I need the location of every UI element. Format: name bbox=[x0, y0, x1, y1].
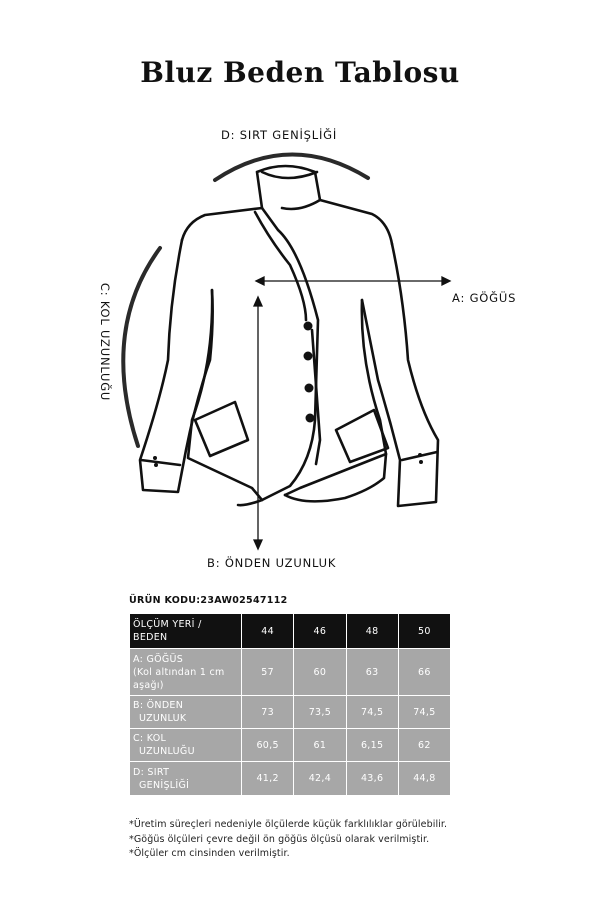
size-header: 46 bbox=[294, 614, 346, 649]
header-measurement-cell bbox=[130, 614, 242, 649]
table-cell: 60 bbox=[294, 649, 346, 696]
back-width-label: D: SIRT GENİŞLİĞİ bbox=[221, 128, 338, 142]
jacket-outline bbox=[140, 166, 438, 506]
button bbox=[305, 384, 314, 393]
table-row bbox=[130, 649, 451, 696]
sleeve-length-label: C: KOL UZUNLUĞU bbox=[98, 282, 112, 402]
size-header: 50 bbox=[398, 614, 450, 649]
chest-label: A: GÖĞÜS bbox=[452, 291, 517, 305]
footnote: *Ölçüler cm cinsinden verilmiştir. bbox=[129, 848, 290, 859]
row-label-line: B: ÖNDEN bbox=[133, 700, 184, 711]
row-label-line: C: KOL bbox=[133, 733, 167, 744]
size-header: 48 bbox=[346, 614, 398, 649]
header-line: BEDEN bbox=[133, 632, 168, 643]
footnotes bbox=[129, 818, 447, 862]
table-cell: 63 bbox=[346, 649, 398, 696]
table-cell: 62 bbox=[398, 729, 450, 762]
button bbox=[304, 352, 313, 361]
table-cell: 44,8 bbox=[398, 762, 450, 796]
size-table bbox=[129, 613, 451, 796]
table-row bbox=[130, 696, 451, 729]
table-cell: 61 bbox=[294, 729, 346, 762]
table-cell: 57 bbox=[242, 649, 294, 696]
row-label-line: D: SIRT bbox=[133, 766, 170, 778]
row-label-line: UZUNLUĞU bbox=[139, 746, 195, 757]
front-length-arrow bbox=[254, 297, 262, 549]
row-label-line: (Kol altından 1 cm bbox=[133, 666, 225, 678]
row-label-line: UZUNLUK bbox=[139, 713, 187, 724]
table-cell: 60,5 bbox=[242, 729, 294, 762]
table-cell: 74,5 bbox=[398, 696, 450, 729]
table-cell: 74,5 bbox=[346, 696, 398, 729]
table-cell: 6,15 bbox=[346, 729, 398, 762]
product-code: ÜRÜN KODU:23AW02547112 bbox=[129, 595, 288, 606]
row-label-line: A: GÖĞÜS bbox=[133, 653, 184, 665]
table-cell: 43,6 bbox=[346, 762, 398, 796]
size-header: 44 bbox=[242, 614, 294, 649]
row-label bbox=[130, 729, 242, 762]
page-title: Bluz Beden Tablosu bbox=[140, 56, 460, 89]
table-cell: 66 bbox=[398, 649, 450, 696]
row-label bbox=[130, 696, 242, 729]
row-label-line: aşağı) bbox=[133, 679, 164, 691]
front-length-label: B: ÖNDEN UZUNLUK bbox=[207, 556, 337, 570]
footnote: *Üretim süreçleri nedeniyle ölçülerde küçük farklılıklar görülebilir. bbox=[129, 819, 448, 830]
table-cell: 73,5 bbox=[294, 696, 346, 729]
table-header-row bbox=[130, 614, 451, 649]
footnote: *Göğüs ölçüleri çevre değil ön göğüs ölçüsü olarak verilmiştir. bbox=[129, 833, 430, 845]
chest-arrow bbox=[256, 277, 450, 285]
table-cell: 73 bbox=[242, 696, 294, 729]
table-cell: 41,2 bbox=[242, 762, 294, 796]
header-line: ÖLÇÜM YERİ / bbox=[133, 619, 202, 630]
row-label bbox=[130, 649, 242, 696]
button bbox=[306, 414, 315, 423]
table-row bbox=[130, 762, 451, 796]
button bbox=[304, 322, 313, 331]
row-label bbox=[130, 762, 242, 796]
table-cell: 42,4 bbox=[294, 762, 346, 796]
table-row bbox=[130, 729, 451, 762]
row-label-line: GENİŞLİĞİ bbox=[139, 779, 190, 791]
